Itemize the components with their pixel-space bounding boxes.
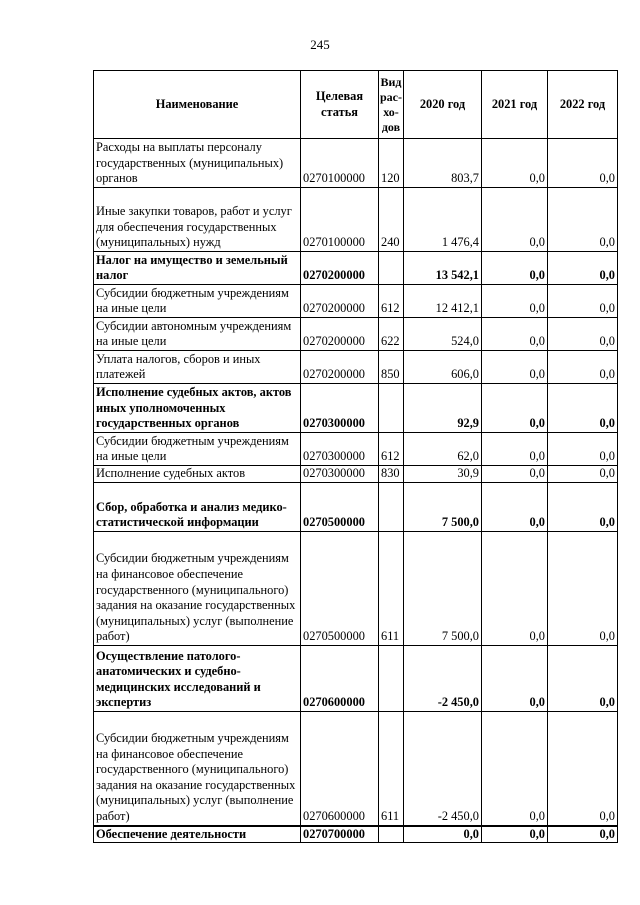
row-expense-type: 622: [379, 318, 404, 351]
row-code: 0270100000: [301, 139, 379, 188]
row-code: 0270200000: [301, 285, 379, 318]
budget-table: [93, 70, 618, 843]
row-expense-type: [379, 384, 404, 433]
row-2021: 0,0: [482, 351, 548, 384]
table-row: [94, 188, 618, 252]
row-expense-type: [379, 252, 404, 285]
table-row: [94, 351, 618, 384]
row-expense-type: [379, 483, 404, 532]
row-name: Расходы на выплаты персоналу государственных (муниципальных) органов: [94, 139, 301, 188]
row-expense-type: [379, 646, 404, 712]
row-2021: 0,0: [482, 188, 548, 252]
row-expense-type: 240: [379, 188, 404, 252]
row-name: Субсидии автономным учреждениям на иные цели: [94, 318, 301, 351]
row-2020: 13 542,1: [404, 252, 482, 285]
row-2020: 0,0: [404, 826, 482, 843]
header-expense-type: Вид рас-хо-дов: [379, 71, 404, 139]
row-expense-type: 612: [379, 285, 404, 318]
row-2021: 0,0: [482, 384, 548, 433]
table-row: [94, 285, 618, 318]
row-2021: 0,0: [482, 532, 548, 646]
row-code: 0270200000: [301, 351, 379, 384]
row-2020: 803,7: [404, 139, 482, 188]
header-row: [94, 71, 618, 139]
table-row: [94, 384, 618, 433]
row-code: 0270500000: [301, 483, 379, 532]
row-code: 0270600000: [301, 646, 379, 712]
row-2021: 0,0: [482, 433, 548, 466]
row-2022: 0,0: [548, 712, 618, 826]
row-code: 0270200000: [301, 318, 379, 351]
row-2021: 0,0: [482, 139, 548, 188]
table-row: [94, 483, 618, 532]
row-expense-type: 611: [379, 532, 404, 646]
row-code: 0270200000: [301, 252, 379, 285]
row-2020: 1 476,4: [404, 188, 482, 252]
row-name: Субсидии бюджетным учреждениям на финансовое обеспечение государственного (муниципального) задания на оказание государственных (муниципальных) услуг (выполнение работ): [94, 532, 301, 646]
row-2021: 0,0: [482, 712, 548, 826]
row-2022: 0,0: [548, 139, 618, 188]
row-expense-type: 611: [379, 712, 404, 826]
row-2021: 0,0: [482, 252, 548, 285]
row-2021: 0,0: [482, 466, 548, 483]
row-code: 0270300000: [301, 466, 379, 483]
row-name: Исполнение судебных актов, актов иных уполномоченных государственных органов: [94, 384, 301, 433]
row-2021: 0,0: [482, 318, 548, 351]
row-expense-type: 850: [379, 351, 404, 384]
table-row: [94, 318, 618, 351]
row-2022: 0,0: [548, 285, 618, 318]
row-name: Налог на имущество и земельный налог: [94, 252, 301, 285]
row-name: Субсидии бюджетным учреждениям на иные цели: [94, 285, 301, 318]
row-2020: 524,0: [404, 318, 482, 351]
row-2020: 62,0: [404, 433, 482, 466]
row-2020: -2 450,0: [404, 712, 482, 826]
row-name: Осуществление патолого-анатомических и судебно-медицинских исследований и экспертиз: [94, 646, 301, 712]
row-code: 0270100000: [301, 188, 379, 252]
row-2020: 606,0: [404, 351, 482, 384]
row-name: Обеспечение деятельности: [94, 826, 301, 843]
row-2022: 0,0: [548, 188, 618, 252]
header-target: Целевая статья: [301, 71, 379, 139]
table-row: [94, 433, 618, 466]
row-2022: 0,0: [548, 646, 618, 712]
row-2020: 92,9: [404, 384, 482, 433]
row-2021: 0,0: [482, 646, 548, 712]
row-2022: 0,0: [548, 532, 618, 646]
row-code: 0270300000: [301, 384, 379, 433]
row-name: Иные закупки товаров, работ и услуг для обеспечения государственных (муниципальных) нужд: [94, 188, 301, 252]
row-2022: 0,0: [548, 466, 618, 483]
table-row: [94, 712, 618, 826]
row-name: Сбор, обработка и анализ медико-статистической информации: [94, 483, 301, 532]
table-row: [94, 252, 618, 285]
row-expense-type: [379, 826, 404, 843]
row-2022: 0,0: [548, 318, 618, 351]
row-2022: 0,0: [548, 483, 618, 532]
row-2021: 0,0: [482, 285, 548, 318]
row-2022: 0,0: [548, 252, 618, 285]
row-code: 0270500000: [301, 532, 379, 646]
row-2020: 30,9: [404, 466, 482, 483]
row-expense-type: 830: [379, 466, 404, 483]
table-row: [94, 646, 618, 712]
row-expense-type: 120: [379, 139, 404, 188]
header-name: Наименование: [94, 71, 301, 139]
row-name: Субсидии бюджетным учреждениям на финансовое обеспечение государственного (муниципального) задания на оказание государственных (муниципальных) услуг (выполнение работ): [94, 712, 301, 826]
row-code: 0270600000: [301, 712, 379, 826]
row-name: Субсидии бюджетным учреждениям на иные цели: [94, 433, 301, 466]
row-2020: 12 412,1: [404, 285, 482, 318]
header-2022: 2022 год: [548, 71, 618, 139]
row-2022: 0,0: [548, 433, 618, 466]
row-2020: 7 500,0: [404, 483, 482, 532]
table-row: [94, 466, 618, 483]
row-2022: 0,0: [548, 351, 618, 384]
row-2020: -2 450,0: [404, 646, 482, 712]
header-2021: 2021 год: [482, 71, 548, 139]
row-2022: 0,0: [548, 826, 618, 843]
table-row: [94, 532, 618, 646]
row-2021: 0,0: [482, 483, 548, 532]
row-2020: 7 500,0: [404, 532, 482, 646]
header-2020: 2020 год: [404, 71, 482, 139]
table-row: [94, 826, 618, 843]
row-2022: 0,0: [548, 384, 618, 433]
row-code: 0270300000: [301, 433, 379, 466]
row-expense-type: 612: [379, 433, 404, 466]
row-name: Исполнение судебных актов: [94, 466, 301, 483]
row-code: 0270700000: [301, 826, 379, 843]
table-row: [94, 139, 618, 188]
row-2021: 0,0: [482, 826, 548, 843]
row-name: Уплата налогов, сборов и иных платежей: [94, 351, 301, 384]
page-number: 245: [310, 37, 330, 52]
